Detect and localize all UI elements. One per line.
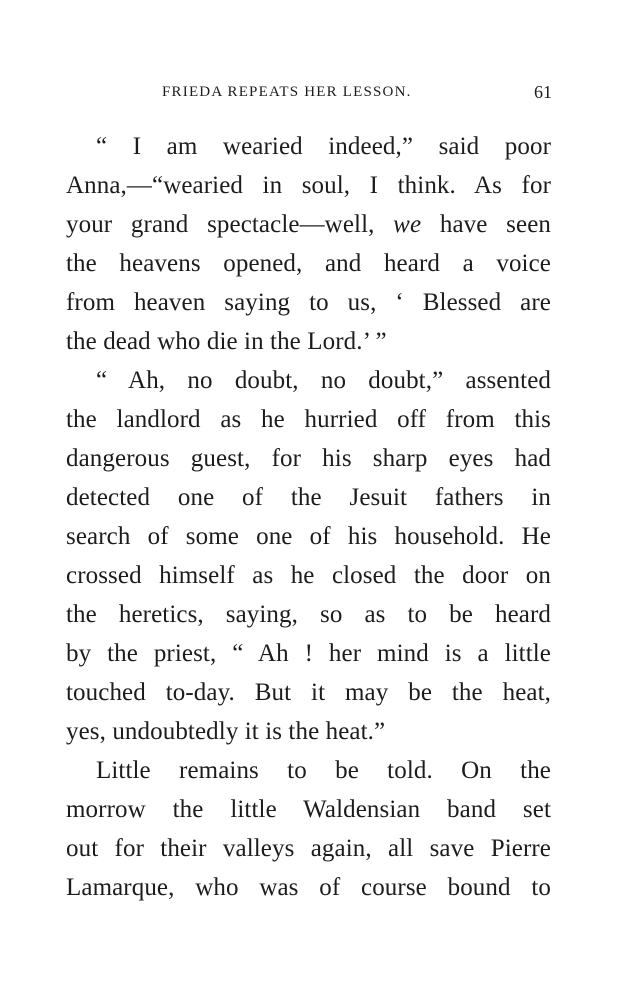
text-line-15: touched to-day. But it may be the heat,: [66, 679, 551, 706]
text-line-3-start: your grand spectacle—well,: [66, 211, 394, 238]
text-line-9: dangerous guest, for his sharp eyes had: [66, 445, 551, 472]
text-line-5: from heaven saying to us, ‘ Blessed are: [66, 289, 551, 316]
running-head: [66, 84, 552, 108]
text-line-7: “ Ah, no doubt, no doubt,” assented: [96, 367, 551, 394]
text-line-1: “ I am wearied indeed,” said poor: [96, 133, 551, 160]
text-line-10: detected one of the Jesuit fathers in: [66, 484, 551, 511]
text-line-19: out for their valleys again, all save Pierre: [66, 835, 551, 862]
text-line-13: the heretics, saying, so as to be heard: [66, 601, 551, 628]
text-line-11: search of some one of his household. He: [66, 523, 551, 550]
page-number: 61: [534, 82, 552, 102]
text-line-3-end: have seen: [421, 211, 551, 238]
text-line-14: by the priest, “ Ah ! her mind is a little: [66, 640, 551, 667]
text-line-6: the dead who die in the Lord.’ ”: [66, 328, 387, 355]
text-line-2: Anna,—“wearied in soul, I think. As for: [66, 172, 551, 199]
text-line-3: [66, 205, 551, 244]
text-line-8: the landlord as he hurried off from this: [66, 406, 551, 433]
emphasis-we: we: [393, 211, 422, 238]
text-line-20: Lamarque, who was of course bound to: [66, 874, 551, 901]
text-line-16: yes, undoubtedly it is the heat.”: [66, 718, 386, 745]
text-line-18: morrow the little Waldensian band set: [66, 796, 551, 823]
running-title: FRIEDA REPEATS HER LESSON.: [162, 84, 412, 100]
text-line-4: the heavens opened, and heard a voice: [66, 250, 551, 277]
text-line-17: Little remains to be told. On the: [96, 757, 551, 784]
body-text: [66, 127, 551, 907]
text-line-12: crossed himself as he closed the door on: [66, 562, 551, 589]
